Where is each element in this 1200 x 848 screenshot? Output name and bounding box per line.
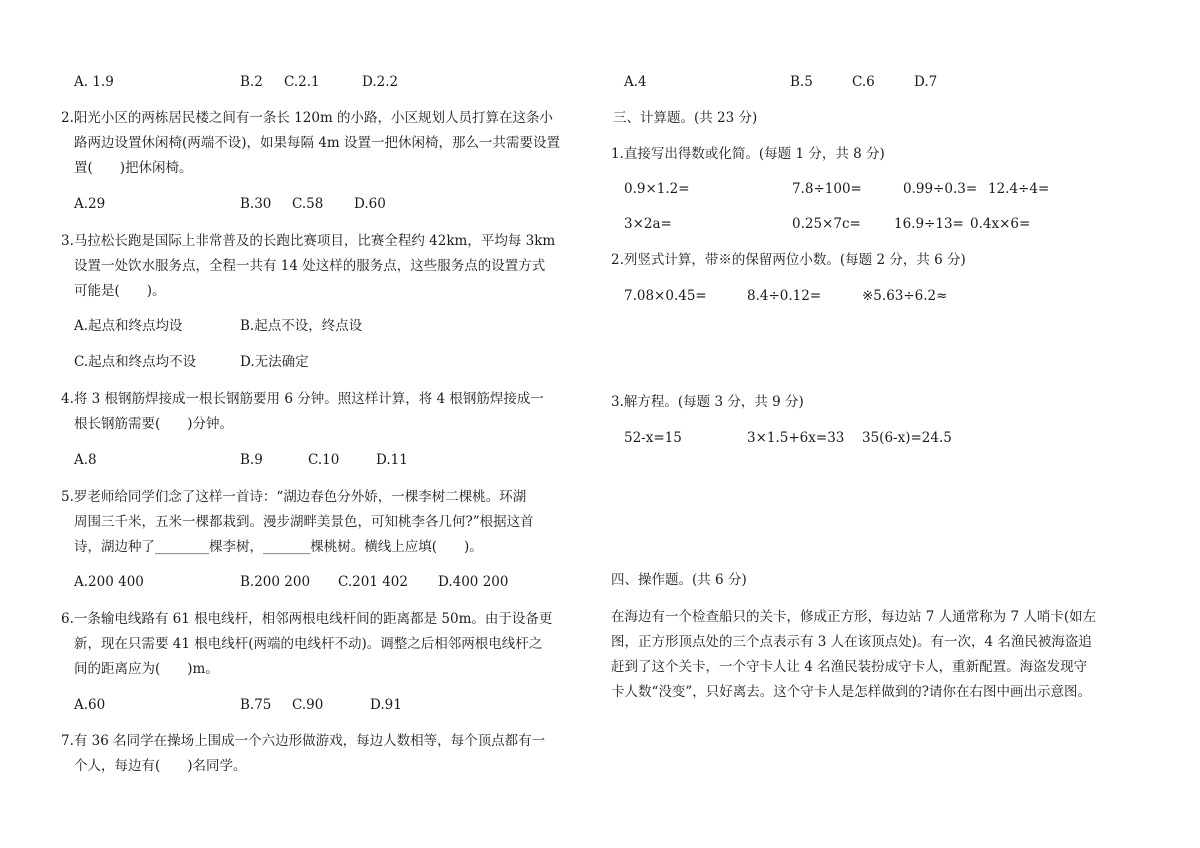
q6-line-2: 新，现在只需要 41 根电线杆(两端的电线杆不动)。调整之后相邻两根电线杆之 (74, 636, 543, 652)
q1-option-d: D.2.2 (362, 74, 399, 90)
q5-option-d: D.400 200 (438, 574, 509, 590)
section-4-title: 四、操作题。(共 6 分) (611, 572, 747, 588)
q6-option-d: D.91 (370, 697, 402, 713)
calc-8: 0.4x×6= (970, 216, 1031, 232)
q7-option-d: D.7 (914, 74, 938, 90)
q2-line-1: 2.阳光小区的两栋居民楼之间有一条长 120m 的小路，小区规划人员打算在这条小 (61, 110, 554, 126)
q4-option-c: C.10 (308, 452, 340, 468)
calc-2: 7.8÷100= (792, 181, 862, 197)
vertical-calc-2: 8.4÷0.12= (747, 288, 822, 304)
section-4-line-3: 赶到了这个关卡，一个守卡人让 4 名渔民装扮成守卡人，重新配置。海盗发现守 (611, 659, 1088, 675)
q5-option-b: B.200 200 (240, 574, 311, 590)
section-4-line-2: 图，正方形顶点处的三个点表示有 3 人在该顶点处)。有一次，4 名渔民被海盗追 (611, 634, 1092, 650)
q2-line-3: 置( )把休闲椅。 (74, 160, 193, 176)
equation-2: 3×1.5+6x=33 (747, 430, 845, 446)
calc-3: 0.99÷0.3= (903, 181, 978, 197)
vertical-calc-1: 7.08×0.45= (624, 288, 707, 304)
q5-line-3: 诗，湖边种了________棵李树，_______棵桃树。横线上应填( )。 (74, 539, 483, 555)
q4-line-1: 4.将 3 根钢筋焊接成一根长钢筋要用 6 分钟。照这样计算，将 4 根钢筋焊接成一 (61, 391, 544, 407)
q2-option-d: D.60 (354, 196, 386, 212)
calc-7: 16.9÷13= (894, 216, 964, 232)
q2-option-b: B.30 (240, 196, 272, 212)
q7-option-c: C.6 (852, 74, 875, 90)
part-1-title: 1.直接写出得数或化简。(每题 1 分，共 8 分) (611, 146, 885, 162)
calc-4: 12.4÷4= (988, 181, 1050, 197)
q6-option-c: C.90 (292, 697, 324, 713)
q1-option-c: C.2.1 (284, 74, 320, 90)
q3-line-2: 设置一处饮水服务点，全程一共有 14 处这样的服务点，这些服务点的设置方式 (74, 258, 546, 274)
q1-option-a: A. 1.9 (74, 74, 114, 90)
q4-option-a: A.8 (74, 452, 97, 468)
q6-line-3: 间的距离应为( )m。 (74, 661, 219, 677)
q5-option-a: A.200 400 (74, 574, 144, 590)
q7-option-b: B.5 (790, 74, 813, 90)
part-2-title: 2.列竖式计算，带※的保留两位小数。(每题 2 分，共 6 分) (611, 252, 966, 268)
q3-option-c: C.起点和终点均不设 (74, 354, 197, 370)
calc-1: 0.9×1.2= (624, 181, 690, 197)
q5-line-1: 5.罗老师给同学们念了这样一首诗：“湖边春色分外娇，一棵李树二棵桃。环湖 (61, 489, 527, 505)
q6-option-a: A.60 (74, 697, 106, 713)
q4-option-d: D.11 (376, 452, 408, 468)
q2-line-2: 路两边设置休闲椅(两端不设)，如果每隔 4m 设置一把休闲椅，那么一共需要设置 (74, 135, 561, 151)
q7-line-2: 个人，每边有( )名同学。 (74, 758, 247, 774)
equation-3: 35(6-x)=24.5 (862, 430, 952, 446)
calc-6: 0.25×7c= (792, 216, 861, 232)
equation-1: 52-x=15 (624, 430, 682, 446)
calc-5: 3×2a= (624, 216, 672, 232)
q4-line-2: 根长钢筋需要( )分钟。 (74, 416, 234, 432)
q2-option-c: C.58 (292, 196, 324, 212)
q1-option-b: B.2 (240, 74, 263, 90)
q3-option-d: D.无法确定 (240, 354, 309, 370)
q6-option-b: B.75 (240, 697, 272, 713)
q3-option-b: B.起点不设，终点设 (240, 318, 363, 334)
q5-line-2: 周围三千米，五米一棵都栽到。漫步湖畔美景色，可知桃李各几何?”根据这首 (74, 514, 534, 530)
q2-option-a: A.29 (74, 196, 106, 212)
q4-option-b: B.9 (240, 452, 263, 468)
section-4-line-1: 在海边有一个检查船只的关卡，修成正方形，每边站 7 人通常称为 7 人哨卡(如左 (611, 609, 1097, 625)
q7-line-1: 7.有 36 名同学在操场上围成一个六边形做游戏，每边人数相等，每个顶点都有一 (61, 733, 546, 749)
vertical-calc-3: ※5.63÷6.2≈ (862, 288, 948, 304)
section-3-title: 三、计算题。(共 23 分) (613, 110, 758, 126)
q3-line-3: 可能是( )。 (74, 283, 166, 299)
q3-line-1: 3.马拉松长跑是国际上非常普及的长跑比赛项目，比赛全程约 42km，平均每 3km (61, 233, 556, 249)
q7-option-a: A.4 (624, 74, 647, 90)
q5-option-c: C.201 402 (338, 574, 408, 590)
section-4-line-4: 卡人数“没变”，只好离去。这个守卡人是怎样做到的?请你在右图中画出示意图。 (611, 684, 1092, 700)
q3-option-a: A.起点和终点均设 (74, 318, 183, 334)
q6-line-1: 6.一条输电线路有 61 根电线杆，相邻两根电线杆间的距离都是 50m。由于设备更 (61, 611, 553, 627)
part-3-title: 3.解方程。(每题 3 分，共 9 分) (611, 394, 804, 410)
